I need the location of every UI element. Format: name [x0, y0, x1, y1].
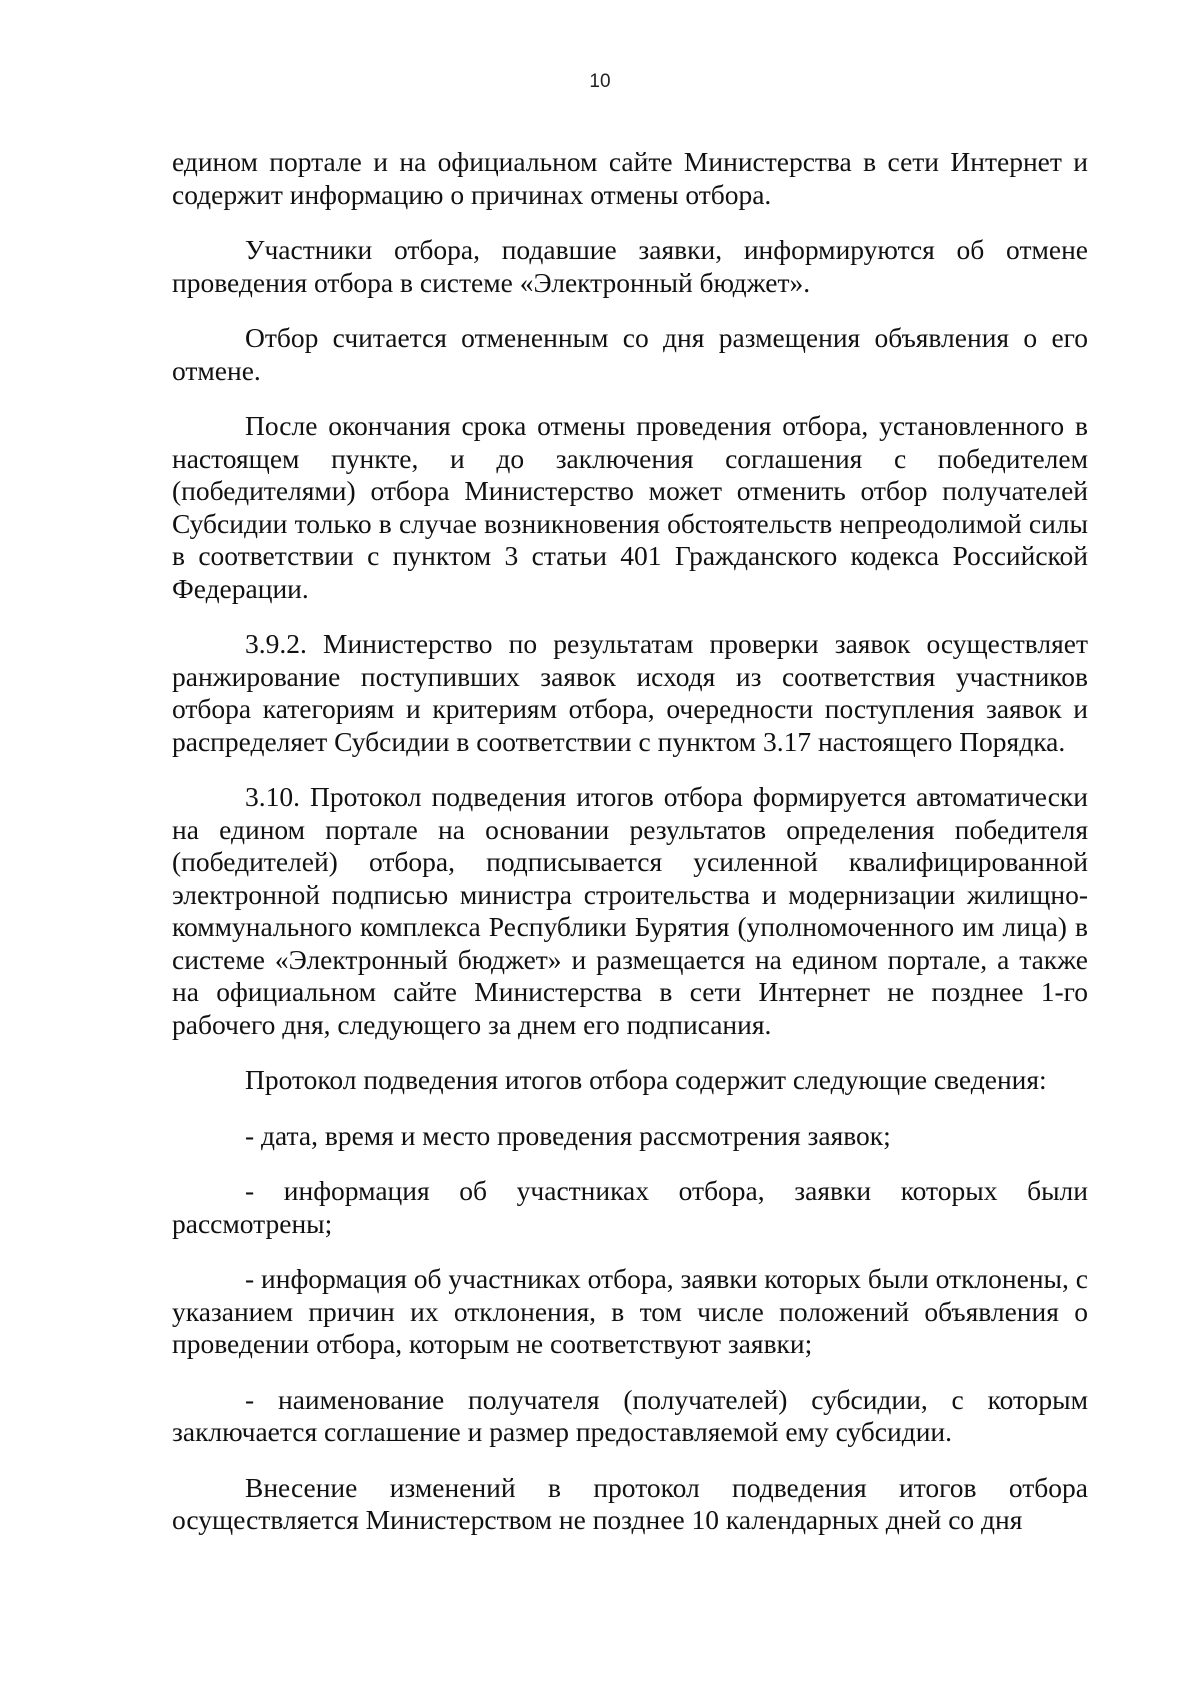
paragraph-3-9-2: 3.9.2. Министерство по результатам проверки заявок осуществляет ранжирование поступивших заявок исходя из соответствия участников отбора категориям и критериям отбора, очередности поступления заявок и распределяет Субсидии в соответствии с пунктом 3.17 настоящего Порядка.	[172, 628, 1088, 757]
list-item-date-time-place: - дата, время и место проведения рассмотрения заявок;	[245, 1119, 891, 1151]
list-item-rejected-participants: - информация об участниках отбора, заявки которых были отклонены, с указанием причин их отклонения, в том числе положений объявления о проведении отбора, которым не соответствуют заявки;	[172, 1263, 1088, 1359]
page-number: 10	[589, 71, 611, 92]
paragraph-continuation: едином портале и на официальном сайте Министерства в сети Интернет и содержит информацию о причинах отмены отбора.	[172, 146, 1088, 210]
document-body	[172, 146, 1088, 1537]
paragraph-participants-informed: Участники отбора, подавшие заявки, информируются об отмене проведения отбора в системе «Электронный бюджет».	[172, 234, 1088, 298]
paragraph-force-majeure: После окончания срока отмены проведения отбора, установленного в настоящем пункте, и до заключения соглашения с победителем (победителями) отбора Министерство может отменить отбор получателей Субсидии только в случае возникновения обстоятельств непреодолимой силы в соответствии с пунктом 3 статьи 401 Гражданского кодекса Российской Федерации.	[172, 410, 1088, 604]
list-item-recipient-name: - наименование получателя (получателей) субсидии, с которым заключается соглашение и размер предоставляемой ему субсидии.	[172, 1383, 1088, 1447]
paragraph-protocol-amendments: Внесение изменений в протокол подведения итогов отбора осуществляется Министерством не позднее 10 календарных дней со дня	[172, 1471, 1088, 1535]
list-item-considered-participants: - информация об участниках отбора, заявки которых были рассмотрены;	[172, 1175, 1088, 1239]
paragraph-3-10: 3.10. Протокол подведения итогов отбора формируется автоматически на едином портале на основании результатов определения победителя (победителей) отбора, подписывается усиленной квалифицированной электронной подписью министра строительства и модернизации жилищно-коммунального комплекса Республики Бурятия (уполномоченного им лица) в системе «Электронный бюджет» и размещается на едином портале, а также на официальном сайте Министерства в сети Интернет не позднее 1-го рабочего дня, следующего за днем его подписания.	[172, 781, 1088, 1040]
paragraph-protocol-contents: Протокол подведения итогов отбора содержит следующие сведения:	[245, 1064, 1047, 1095]
paragraph-selection-cancelled: Отбор считается отмененным со дня размещения объявления о его отмене.	[172, 322, 1088, 386]
